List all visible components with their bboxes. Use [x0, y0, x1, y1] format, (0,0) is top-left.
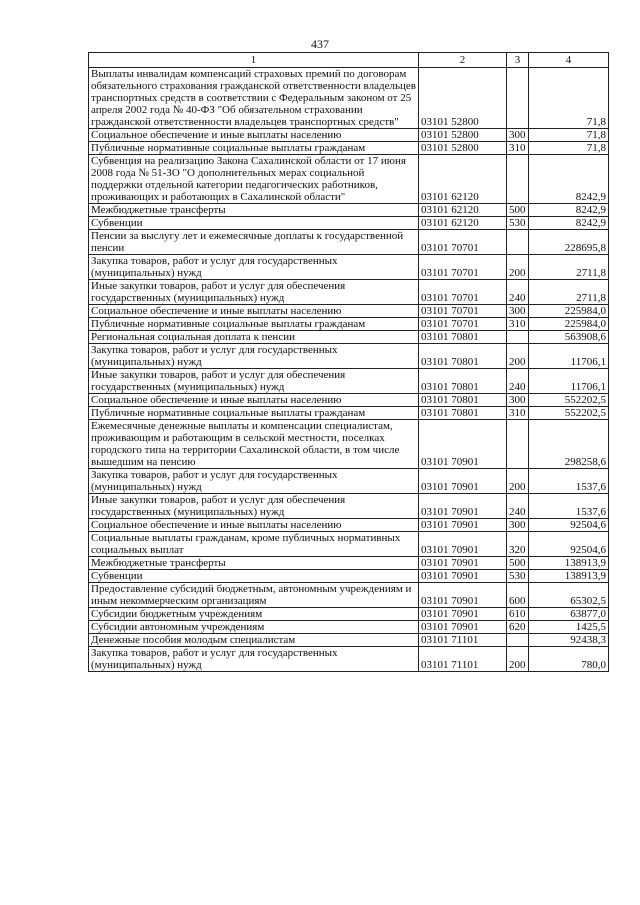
- budget-table: [88, 52, 609, 672]
- row-expense-type: 530: [507, 570, 529, 583]
- row-amount: 71,8: [529, 142, 609, 155]
- row-code: 03101 70901: [419, 420, 507, 469]
- row-name: Субсидии автономным учреждениям: [89, 621, 419, 634]
- row-amount: 563908,6: [529, 331, 609, 344]
- row-code: 03101 70801: [419, 394, 507, 407]
- row-amount: 71,8: [529, 129, 609, 142]
- table-row: [89, 532, 609, 557]
- table-row: [89, 68, 609, 129]
- row-expense-type: 310: [507, 407, 529, 420]
- row-amount: 138913,9: [529, 557, 609, 570]
- row-amount: 92504,6: [529, 532, 609, 557]
- column-header: 2: [419, 53, 507, 68]
- row-code: 03101 62120: [419, 217, 507, 230]
- row-expense-type: 500: [507, 204, 529, 217]
- table-row: [89, 305, 609, 318]
- row-expense-type: 300: [507, 305, 529, 318]
- row-code: 03101 71101: [419, 634, 507, 647]
- row-name: Закупка товаров, работ и услуг для государственных (муниципальных) нужд: [89, 255, 419, 280]
- row-amount: 8242,9: [529, 155, 609, 204]
- row-expense-type: [507, 420, 529, 469]
- row-amount: 71,8: [529, 68, 609, 129]
- row-expense-type: [507, 68, 529, 129]
- row-code: 03101 70901: [419, 494, 507, 519]
- row-name: Социальное обеспечение и иные выплаты населению: [89, 305, 419, 318]
- table-row: [89, 255, 609, 280]
- table-row: [89, 369, 609, 394]
- row-amount: 11706,1: [529, 344, 609, 369]
- row-code: 03101 70901: [419, 608, 507, 621]
- row-amount: 780,0: [529, 647, 609, 672]
- row-amount: 2711,8: [529, 280, 609, 305]
- row-code: 03101 70901: [419, 570, 507, 583]
- row-amount: 65302,5: [529, 583, 609, 608]
- row-name: Субвенция на реализацию Закона Сахалинской области от 17 июня 2008 года № 51-ЗО "О дополнительных мерах социальной поддержки отдельной категории педагогических работников, проживающих и работающих в Сахалинской области": [89, 155, 419, 204]
- row-expense-type: 300: [507, 519, 529, 532]
- row-amount: 228695,8: [529, 230, 609, 255]
- table-row: [89, 621, 609, 634]
- row-expense-type: 240: [507, 280, 529, 305]
- row-expense-type: 620: [507, 621, 529, 634]
- row-amount: 92504,6: [529, 519, 609, 532]
- table-row: [89, 608, 609, 621]
- row-amount: 63877,0: [529, 608, 609, 621]
- row-code: 03101 70701: [419, 255, 507, 280]
- table-row: [89, 142, 609, 155]
- page-number: 437: [311, 37, 329, 51]
- row-amount: 552202,5: [529, 407, 609, 420]
- row-code: 03101 52800: [419, 68, 507, 129]
- row-amount: 1425,5: [529, 621, 609, 634]
- table-row: [89, 280, 609, 305]
- row-expense-type: 200: [507, 469, 529, 494]
- row-name: Межбюджетные трансферты: [89, 557, 419, 570]
- row-name: Субвенции: [89, 570, 419, 583]
- table-row: [89, 570, 609, 583]
- table-row: [89, 420, 609, 469]
- row-code: 03101 70801: [419, 369, 507, 394]
- row-code: 03101 70901: [419, 519, 507, 532]
- row-name: Ежемесячные денежные выплаты и компенсации специалистам, проживающим и работающим в сельской местности, поселках городского типа на территории Сахалинской области, в том числе вышедшим на пенсию: [89, 420, 419, 469]
- column-header: 1: [89, 53, 419, 68]
- row-expense-type: 200: [507, 255, 529, 280]
- row-code: 03101 70901: [419, 621, 507, 634]
- row-amount: 1537,6: [529, 494, 609, 519]
- row-code: 03101 70701: [419, 305, 507, 318]
- row-code: 03101 70901: [419, 532, 507, 557]
- table-row: [89, 394, 609, 407]
- row-expense-type: 200: [507, 344, 529, 369]
- table-row: [89, 344, 609, 369]
- row-amount: 1537,6: [529, 469, 609, 494]
- row-code: 03101 70901: [419, 469, 507, 494]
- row-expense-type: 300: [507, 394, 529, 407]
- row-name: Субвенции: [89, 217, 419, 230]
- row-expense-type: [507, 331, 529, 344]
- table-row: [89, 557, 609, 570]
- row-name: Выплаты инвалидам компенсаций страховых премий по договорам обязательного страхования гражданской ответственности владельцев транспортных средств в соответствии с Федеральным законом от 25 апреля 2002 года № 40-ФЗ "Об обязательном страховании гражданской ответственности владельцев транспортных средств": [89, 68, 419, 129]
- row-expense-type: [507, 155, 529, 204]
- row-name: Закупка товаров, работ и услуг для государственных (муниципальных) нужд: [89, 344, 419, 369]
- row-code: 03101 62120: [419, 155, 507, 204]
- row-code: 03101 70701: [419, 280, 507, 305]
- row-code: 03101 70801: [419, 407, 507, 420]
- row-name: Публичные нормативные социальные выплаты гражданам: [89, 407, 419, 420]
- row-code: 03101 70801: [419, 344, 507, 369]
- table-row: [89, 583, 609, 608]
- row-amount: 225984,0: [529, 305, 609, 318]
- row-expense-type: [507, 634, 529, 647]
- row-code: 03101 70701: [419, 230, 507, 255]
- row-expense-type: 310: [507, 142, 529, 155]
- row-expense-type: 310: [507, 318, 529, 331]
- table-row: [89, 230, 609, 255]
- row-name: Иные закупки товаров, работ и услуг для обеспечения государственных (муниципальных) нужд: [89, 369, 419, 394]
- row-name: Социальные выплаты гражданам, кроме публичных нормативных социальных выплат: [89, 532, 419, 557]
- budget-table-body: [89, 53, 609, 672]
- row-name: Пенсии за выслугу лет и ежемесячные доплаты к государственной пенсии: [89, 230, 419, 255]
- row-name: Иные закупки товаров, работ и услуг для обеспечения государственных (муниципальных) нужд: [89, 494, 419, 519]
- row-name: Публичные нормативные социальные выплаты гражданам: [89, 318, 419, 331]
- header-row: [89, 53, 609, 68]
- row-expense-type: 240: [507, 494, 529, 519]
- row-name: Социальное обеспечение и иные выплаты населению: [89, 394, 419, 407]
- table-row: [89, 318, 609, 331]
- row-name: Социальное обеспечение и иные выплаты населению: [89, 129, 419, 142]
- row-name: Иные закупки товаров, работ и услуг для обеспечения государственных (муниципальных) нужд: [89, 280, 419, 305]
- row-amount: 8242,9: [529, 217, 609, 230]
- row-name: Социальное обеспечение и иные выплаты населению: [89, 519, 419, 532]
- row-expense-type: 300: [507, 129, 529, 142]
- row-expense-type: 500: [507, 557, 529, 570]
- row-code: 03101 70801: [419, 331, 507, 344]
- row-amount: 8242,9: [529, 204, 609, 217]
- row-code: 03101 70701: [419, 318, 507, 331]
- row-name: Публичные нормативные социальные выплаты гражданам: [89, 142, 419, 155]
- row-amount: 2711,8: [529, 255, 609, 280]
- row-code: 03101 62120: [419, 204, 507, 217]
- row-name: Региональная социальная доплата к пенсии: [89, 331, 419, 344]
- row-amount: 92438,3: [529, 634, 609, 647]
- row-name: Закупка товаров, работ и услуг для государственных (муниципальных) нужд: [89, 469, 419, 494]
- table-row: [89, 647, 609, 672]
- row-expense-type: [507, 230, 529, 255]
- table-row: [89, 634, 609, 647]
- table-row: [89, 331, 609, 344]
- column-header: 3: [507, 53, 529, 68]
- table-row: [89, 204, 609, 217]
- row-name: Денежные пособия молодым специалистам: [89, 634, 419, 647]
- row-expense-type: 610: [507, 608, 529, 621]
- row-expense-type: 200: [507, 647, 529, 672]
- row-amount: 138913,9: [529, 570, 609, 583]
- table-row: [89, 129, 609, 142]
- table-row: [89, 217, 609, 230]
- table-row: [89, 519, 609, 532]
- row-name: Межбюджетные трансферты: [89, 204, 419, 217]
- row-code: 03101 52800: [419, 129, 507, 142]
- row-expense-type: 320: [507, 532, 529, 557]
- row-name: Закупка товаров, работ и услуг для государственных (муниципальных) нужд: [89, 647, 419, 672]
- row-code: 03101 52800: [419, 142, 507, 155]
- row-expense-type: 600: [507, 583, 529, 608]
- table-row: [89, 494, 609, 519]
- row-name: Субсидии бюджетным учреждениям: [89, 608, 419, 621]
- row-amount: 552202,5: [529, 394, 609, 407]
- table-row: [89, 469, 609, 494]
- row-code: 03101 70901: [419, 557, 507, 570]
- row-expense-type: 240: [507, 369, 529, 394]
- row-code: 03101 70901: [419, 583, 507, 608]
- table-row: [89, 407, 609, 420]
- row-amount: 298258,6: [529, 420, 609, 469]
- table-row: [89, 155, 609, 204]
- row-amount: 11706,1: [529, 369, 609, 394]
- row-name: Предоставление субсидий бюджетным, автономным учреждениям и иным некоммерческим организациям: [89, 583, 419, 608]
- row-expense-type: 530: [507, 217, 529, 230]
- row-code: 03101 71101: [419, 647, 507, 672]
- row-amount: 225984,0: [529, 318, 609, 331]
- column-header: 4: [529, 53, 609, 68]
